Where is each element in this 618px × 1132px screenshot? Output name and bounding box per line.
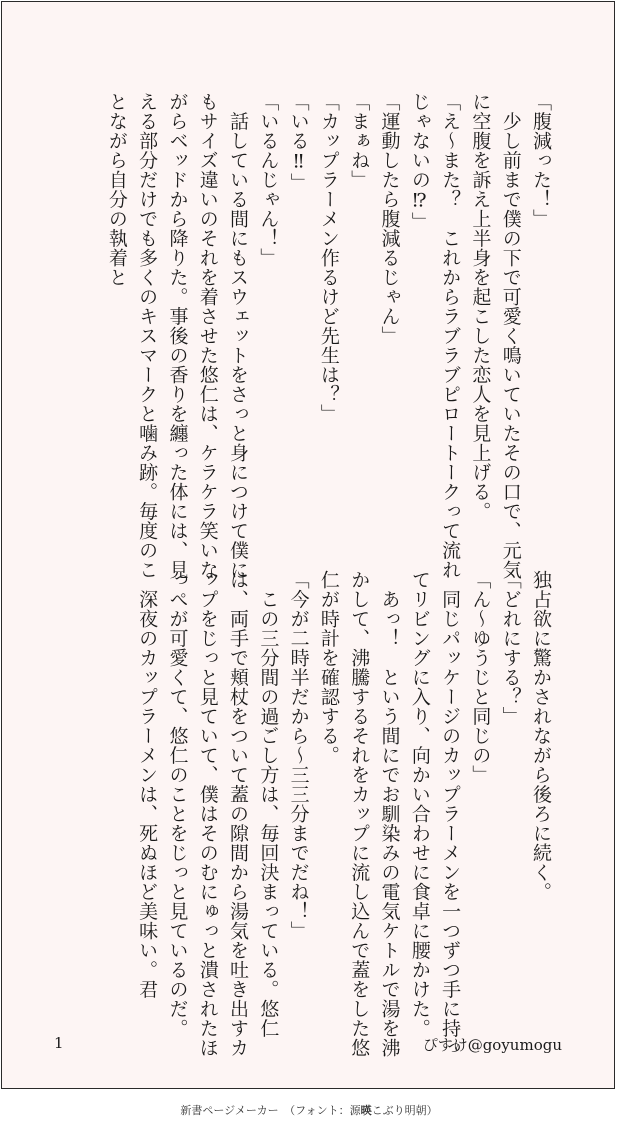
text-line: 「腹減った！」	[530, 92, 552, 229]
text-line: 「運動したら腹減るじゃん」	[378, 92, 401, 346]
footer-suffix: こぶり明朝）	[371, 1104, 438, 1117]
footer-prefix: 新書ページメーカー （フォント：源	[180, 1104, 361, 1117]
text-line: この三分間の過ごし方は、毎回決まっている。悠仁は、両手で頬杖をついて蓋の隙間から湯気を吐き出すカップをじっと見ていて、僕はそのむにゅっと潰されたほっぺが可愛くて、悠仁のことをじっと見ているのだ。	[166, 570, 280, 1058]
text-line: 独占欲に驚かされながら後ろに続く。	[530, 570, 552, 902]
text-line: あっ！ という間にでお馴染みの電気ケトルで湯を沸かして、沸騰するそれをカップに流し込んで蓋をした悠仁が時計を確認する。	[317, 570, 401, 1058]
text-line: 同じパッケージのカップラーメンを一つずつ手に持ってリビングに入り、向かい合わせに食卓に腰かけた。	[408, 570, 462, 1058]
text-line: 「ん〜ゆうじと同じの」	[469, 570, 492, 785]
footer-font-char: 暎	[360, 1104, 372, 1117]
text-line: 話している間にもスウェットをさっと身につけて僕にもサイズ違いのそれを着させた悠仁は、ケラケラ笑いながらベッドから降りた。事後の香りを纏った体には、見える部分だけでも多くのキスマークと噛み跡。毎度のことながら自分の執着と	[105, 92, 250, 580]
text-line: 「今が二時半だから〜三三分までだね！」	[287, 570, 310, 941]
upper-text-block	[46, 92, 556, 582]
author-handle: ぴすけ@goyumogu	[422, 1036, 562, 1054]
text-line: 「え〜また？ これからラブラブピロートークって流れじゃないの⁉」	[408, 92, 462, 580]
text-line: 「どれにする？」	[499, 570, 522, 726]
footer-credit	[0, 1102, 618, 1118]
lower-text-block	[46, 570, 556, 1060]
text-line: 少し前まで僕の下で可愛く鳴いていたその口で、元気に空腹を訴え上半身を起こした恋人を見上げる。	[469, 92, 522, 580]
text-line: 「いるんじゃん！」	[257, 92, 280, 268]
text-line: 「まぁね」	[348, 92, 371, 190]
text-line: 深夜のカップラーメンは、死ぬほど美味い。君	[136, 570, 159, 999]
page-number: 1	[54, 1034, 64, 1052]
text-line: 「いる‼」	[287, 92, 310, 193]
book-page	[1, 1, 615, 1089]
text-line: 「カップラーメン作るけど先生は？」	[317, 92, 340, 424]
